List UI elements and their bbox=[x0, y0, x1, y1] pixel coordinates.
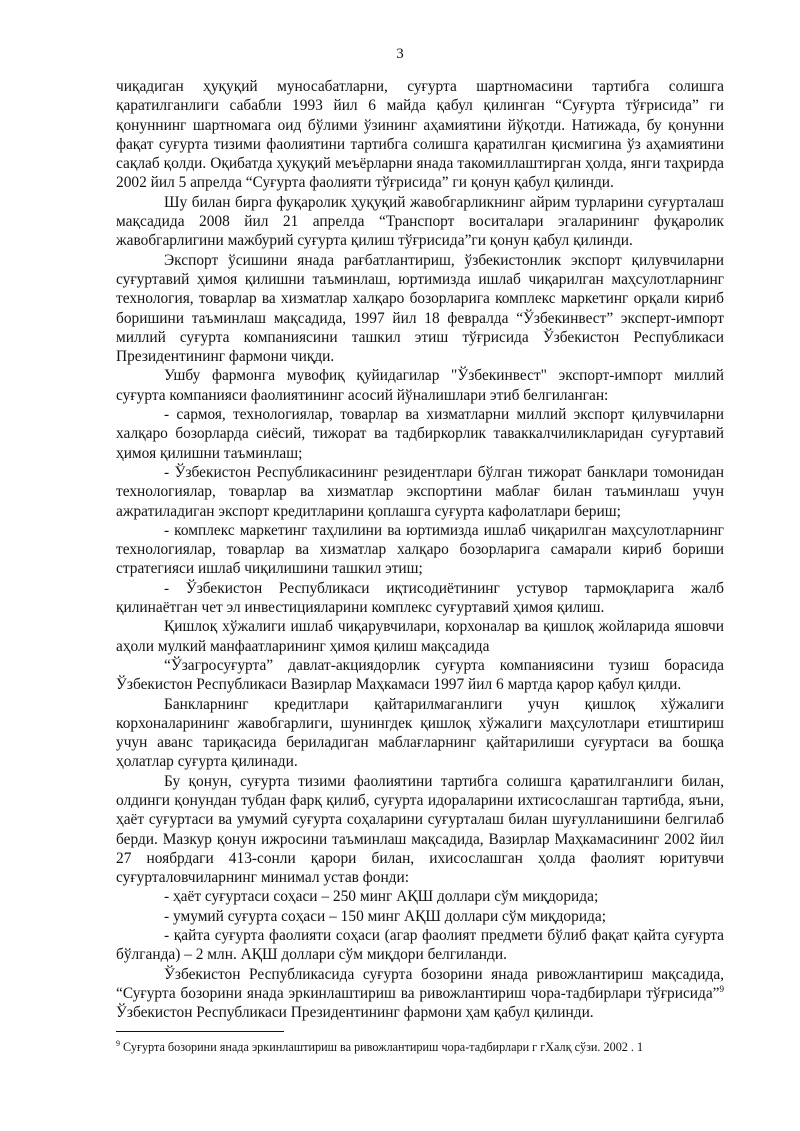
paragraph: Банкларнинг кредитлари қайтарилмаганлиги учун қишлоқ хўжалиги корхоналарининг жавобгарлиги, шунингдек қишлоқ хўжалиги маҳсулотлари етиштириш учун аванс тариқасида бериладиган маблағларнинг қайтарилиши суғуртаси ва бошқа ҳолатлар суғурта қилинади. bbox=[116, 695, 724, 771]
paragraph: Бу қонун, суғурта тизими фаолиятини тартибга солишга қаратилганлиги билан, олдинги қонундан тубдан фарқ қилиб, суғурта идораларини ихтисослашган тартибда, яъни, ҳаёт суғуртаси ва умумий суғурта соҳаларини суғурталаш билан шуғулланишини белгилаб берди. Мазкур қонун ижросини таъминлаш мақсадида, Вазирлар Маҳкамасининг 2002 йил 27 ноябрдаги 413-сонли қарори билан, ихисослашган ҳолда фаолият юритувчи суғурталовчиларнинг минимал устав фонди: bbox=[116, 772, 724, 887]
paragraph-with-footnote-ref bbox=[116, 965, 724, 1023]
list-item: - комплекс маркетинг таҳлилини ва юртимизда ишлаб чиқарилган маҳсулотларнинг технологиялар, товарлар ва хизматлар халқаро бозорларига самарали кириб бориши стратегияси ишлаб чиқилишини ташкил этиш; bbox=[116, 521, 724, 578]
footnote-reference[interactable]: 9 bbox=[719, 983, 724, 994]
body-text bbox=[116, 77, 724, 1023]
paragraph: Қишлоқ хўжалиги ишлаб чиқарувчилари, корхоналар ва қишлоқ жойларида яшовчи аҳоли мулкий манфаатларининг ҳимоя қилиш мақсадида bbox=[116, 618, 724, 655]
footnote bbox=[116, 1040, 736, 1055]
page-number: 3 bbox=[396, 46, 404, 62]
paragraph-text: Ўзбекистон Республикаси Президентининг фармони ҳам қабул қилинди. bbox=[116, 1004, 594, 1022]
list-item: - сармоя, технологиялар, товарлар ва хизматларни миллий экспорт қилувчиларни халқаро бозорларда сиёсий, тижорат ва тадбиркорлик таваккалчиликларидан суғуртавий ҳимоя қилишни таъминлаш; bbox=[116, 406, 724, 462]
list-item: - умумий суғурта соҳаси – 150 минг АҚШ доллари сўм миқдорида; bbox=[164, 907, 606, 925]
footnote-number: 9 bbox=[116, 1038, 120, 1048]
paragraph: Шу билан бирга фуқаролик ҳуқуқий жавобгарликнинг айрим турларини суғурталаш мақсадида 2008 йил 21 апрелда “Транспорт воситалари эгаларининг фуқаролик жавобгарлигини мажбурий суғурта қилиш тўғрисида”ги қонун қабул қилинди. bbox=[116, 193, 724, 250]
paragraph: Экспорт ўсишини янада рағбатлантириш, ўзбекистонлик экспорт қилувчиларни суғуртавий ҳимоя қилишни таъминлаш, юртимизда ишлаб чиқарилган маҳсулотларнинг технология, товарлар ва хизматлар халқаро бозорларига комплекс маркетинг орқали кириб боришини таъминлаш мақсадида, 1997 йил 18 февралда “Ўзбекинвест” эксперт-импорт миллий суғурта компаниясини ташкил этиш тўғрисида Ўзбекистон Республикаси Президентининг фармони чиқди. bbox=[116, 251, 724, 366]
footnote-text: Суғурта бозорини янада эркинлаштириш ва ривожлантириш чора-тадбирлари г гХалқ сўзи. 2002 . 1 bbox=[120, 1040, 644, 1054]
list-item: - Ўзбекистон Республикаси иқтисодиётининг устувор тармоқларига жалб қилинаётган чет эл инвестицияларини комплекс суғуртавий ҳимоя қилиш. bbox=[116, 579, 724, 617]
list-item: - Ўзбекистон Республикасининг резидентлари бўлган тижорат банклари томонидан технологиялар, товарлар ва хизматлар экспортини маблағ билан таъминлаш учун ажратиладиган экспорт кредитларини қоплашга суғурта кафолатлари бериш; bbox=[116, 463, 724, 520]
paragraph: Ушбу фармонга мувофиқ қуйидагилар "Ўзбекинвест" экспорт-импорт миллий суғурта компанияси фаолиятининг асосий йўналишлари этиб белгиланган: bbox=[116, 367, 724, 404]
paragraph: чиқадиган ҳуқуқий муносабатларни, суғурта шартномасини тартибга солишга қаратилганлиги сабабли 1993 йил 6 майда қабул қилинган “Суғурта тўғрисида” ги қонуннинг шартномага оид бўлими ўзининг аҳамиятини йўқотди. Натижада, бу қонунни фақат суғурта тизими фаолиятини тартибга солишга қаратилган қисмигина ўз аҳамиятини сақлаб қолди. Оқибатда ҳуқуқий меъёрларни янада такомиллаштирган ҳолда, янги таҳрирда 2002 йил 5 апрелда “Суғурта фаолияти тўғрисида” ги қонун қабул қилинди. bbox=[116, 78, 724, 192]
paragraph-text: Ўзбекистон Республикасида суғурта бозорини янада ривожлантириш мақсадида, “Суғурта бозорини янада эркинлаштириш ва ривожлантириш чора-тадбирлари тўғрисида” bbox=[116, 965, 724, 1002]
paragraph: “Ўзагросуғурта” давлат-акциядорлик суғурта компаниясини тузиш борасида Ўзбекистон Республикаси Вазирлар Маҳкамаси 1997 йил 6 мартда қарор қабул қилди. bbox=[116, 656, 724, 694]
footnote-separator bbox=[116, 1031, 284, 1032]
list-item: - қайта суғурта фаолияти соҳаси (агар фаолият предмети бўлиб фақат қайта суғурта бўлганда) – 2 млн. АҚШ доллари сўм миқдори белгиланди. bbox=[116, 927, 724, 964]
list-item: - ҳаёт суғуртаси соҳаси – 250 минг АҚШ доллари сўм миқдорида; bbox=[164, 888, 599, 906]
